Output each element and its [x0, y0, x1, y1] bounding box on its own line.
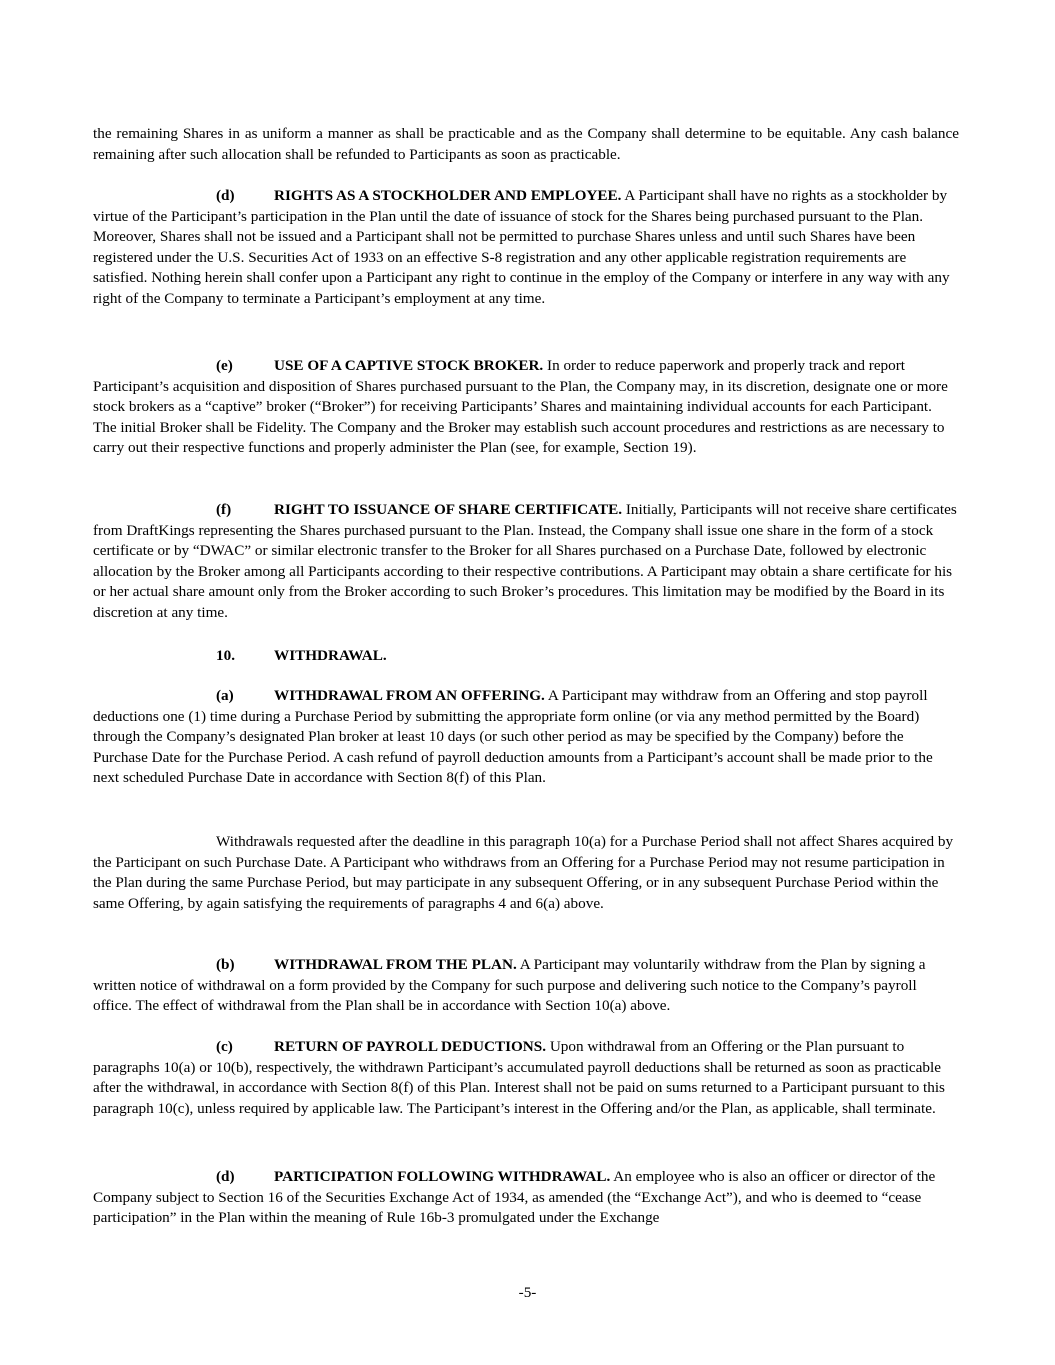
- section-label: (d): [216, 187, 235, 204]
- section-label: (a): [216, 687, 234, 704]
- section-heading: RIGHT TO ISSUANCE OF SHARE CERTIFICATE.: [274, 501, 623, 518]
- section-heading: RIGHTS AS A STOCKHOLDER AND EMPLOYEE.: [274, 187, 622, 204]
- section-label: (b): [216, 956, 235, 973]
- section-body: Upon withdrawal from an Offering or the Plan pursuant to paragraphs 10(a) or 10(b), respectively, the withdrawn Participant’s accumulated payroll deductions shall be returned as soon as practicable after the withdrawal, in accordance with Section 8(f) of this Plan. Interest shall not be paid on sums returned to a Participant pursuant to this paragraph 10(c), unless required by applicable law. The Participant’s interest in the Offering and/or the Plan, as applicable, shall terminate.: [93, 1038, 945, 1117]
- section-body: Initially, Participants will not receive share certificates from DraftKings representing the Shares purchased pursuant to the Plan. Instead, the Company shall issue one share in the form of a stock certificate or by “DWAC” or similar electronic transfer to the Broker for all Shares purchased on a Purchase Date, followed by electronic allocation by the Broker among all Participants according to their respective contributions. A Participant may obtain a share certificate for his or her actual share amount only from the Broker according to such Broker’s procedures. This limitation may be modified by the Board in its discretion at any time.: [93, 501, 957, 621]
- section-body: A Participant shall have no rights as a stockholder by virtue of the Participant’s participation in the Plan until the date of issuance of stock for the Shares being purchased pursuant to the Plan. Moreover, Shares shall not be issued and a Participant shall not be permitted to purchase Shares unless and until such Shares have been registered under the U.S. Securities Act of 1933 on an effective S-8 registration and any other applicable registration requirements are satisfied. Nothing herein shall confer upon a Participant any right to continue in the employ of the Company or interfere in any way with any right of the Company to terminate a Participant’s employment at any time.: [93, 187, 950, 307]
- section-body: An employee who is also an officer or director of the Company subject to Section 16 of the Securities Exchange Act of 1934, as amended (the “Exchange Act”), and who is deemed to “cease participation” in the Plan within the meaning of Rule 16b-3 promulgated under the Exchange: [93, 1168, 936, 1226]
- section-label: (d): [216, 1168, 235, 1185]
- section-10c-paragraph: [93, 1037, 959, 1119]
- section-heading: RETURN OF PAYROLL DEDUCTIONS.: [274, 1038, 547, 1055]
- section-10a-paragraph: [93, 686, 959, 789]
- section-body: A Participant may withdraw from an Offering and stop payroll deductions one (1) time during a Purchase Period by submitting the appropriate form online (or via any method permitted by the Board) through the Company’s designated Plan broker at least 10 days (or such other period as may be specified by the Company) before the Purchase Date for the Purchase Period. A cash refund of payroll deduction amounts from a Participant’s account shall be made prior to the next scheduled Purchase Date in accordance with Section 8(f) of this Plan.: [93, 687, 933, 786]
- section-heading: USE OF A CAPTIVE STOCK BROKER.: [274, 357, 544, 374]
- page-number: -5-: [518, 1284, 537, 1301]
- section-10b-paragraph: [93, 955, 959, 1017]
- section-heading: PARTICIPATION FOLLOWING WITHDRAWAL.: [274, 1168, 611, 1185]
- section-9d-paragraph: [93, 186, 959, 309]
- section-label: (e): [216, 357, 233, 374]
- section-10-heading: [93, 646, 959, 667]
- section-body: A Participant may voluntarily withdraw from the Plan by signing a written notice of withdrawal on a form provided by the Company for such purpose and delivering such notice to the Company’s payroll office. The effect of withdrawal from the Plan shall be in accordance with Section 10(a) above.: [93, 956, 926, 1014]
- section-10d-paragraph: [93, 1167, 959, 1229]
- section-10a-continuation: Withdrawals requested after the deadline in this paragraph 10(a) for a Purchase Period shall not affect Shares acquired by the Participant on such Purchase Date. A Participant who withdraws from an Offering for a Purchase Period may not resume participation in the Plan during the same Purchase Period, but may participate in any subsequent Offering, or in any subsequent Purchase Period within the same Offering, by again satisfying the requirements of paragraphs 4 and 6(a) above.: [93, 833, 954, 912]
- section-title: WITHDRAWAL.: [274, 647, 387, 664]
- section-heading: WITHDRAWAL FROM AN OFFERING.: [274, 687, 545, 704]
- section-9f-paragraph: [93, 500, 959, 623]
- section-label: (f): [216, 501, 232, 518]
- carryover-paragraph: the remaining Shares in as uniform a manner as shall be practicable and as the Company shall determine to be equitable. Any cash balance remaining after such allocation shall be refunded to Participants as soon as practicable.: [93, 125, 959, 163]
- section-body: In order to reduce paperwork and properly track and report Participant’s acquisition and disposition of Shares purchased pursuant to the Plan, the Company may, in its discretion, designate one or more stock brokers as a “captive” broker (“Broker”) for receiving Participants’ Shares and maintaining individual accounts for each Participant. The initial Broker shall be Fidelity. The Company and the Broker may establish such account procedures and restrictions as are necessary to carry out their respective functions and properly administer the Plan (see, for example, Section 19).: [93, 357, 948, 456]
- section-9e-paragraph: [93, 356, 959, 459]
- section-number: 10.: [216, 647, 235, 664]
- section-label: (c): [216, 1038, 233, 1055]
- section-heading: WITHDRAWAL FROM THE PLAN.: [274, 956, 517, 973]
